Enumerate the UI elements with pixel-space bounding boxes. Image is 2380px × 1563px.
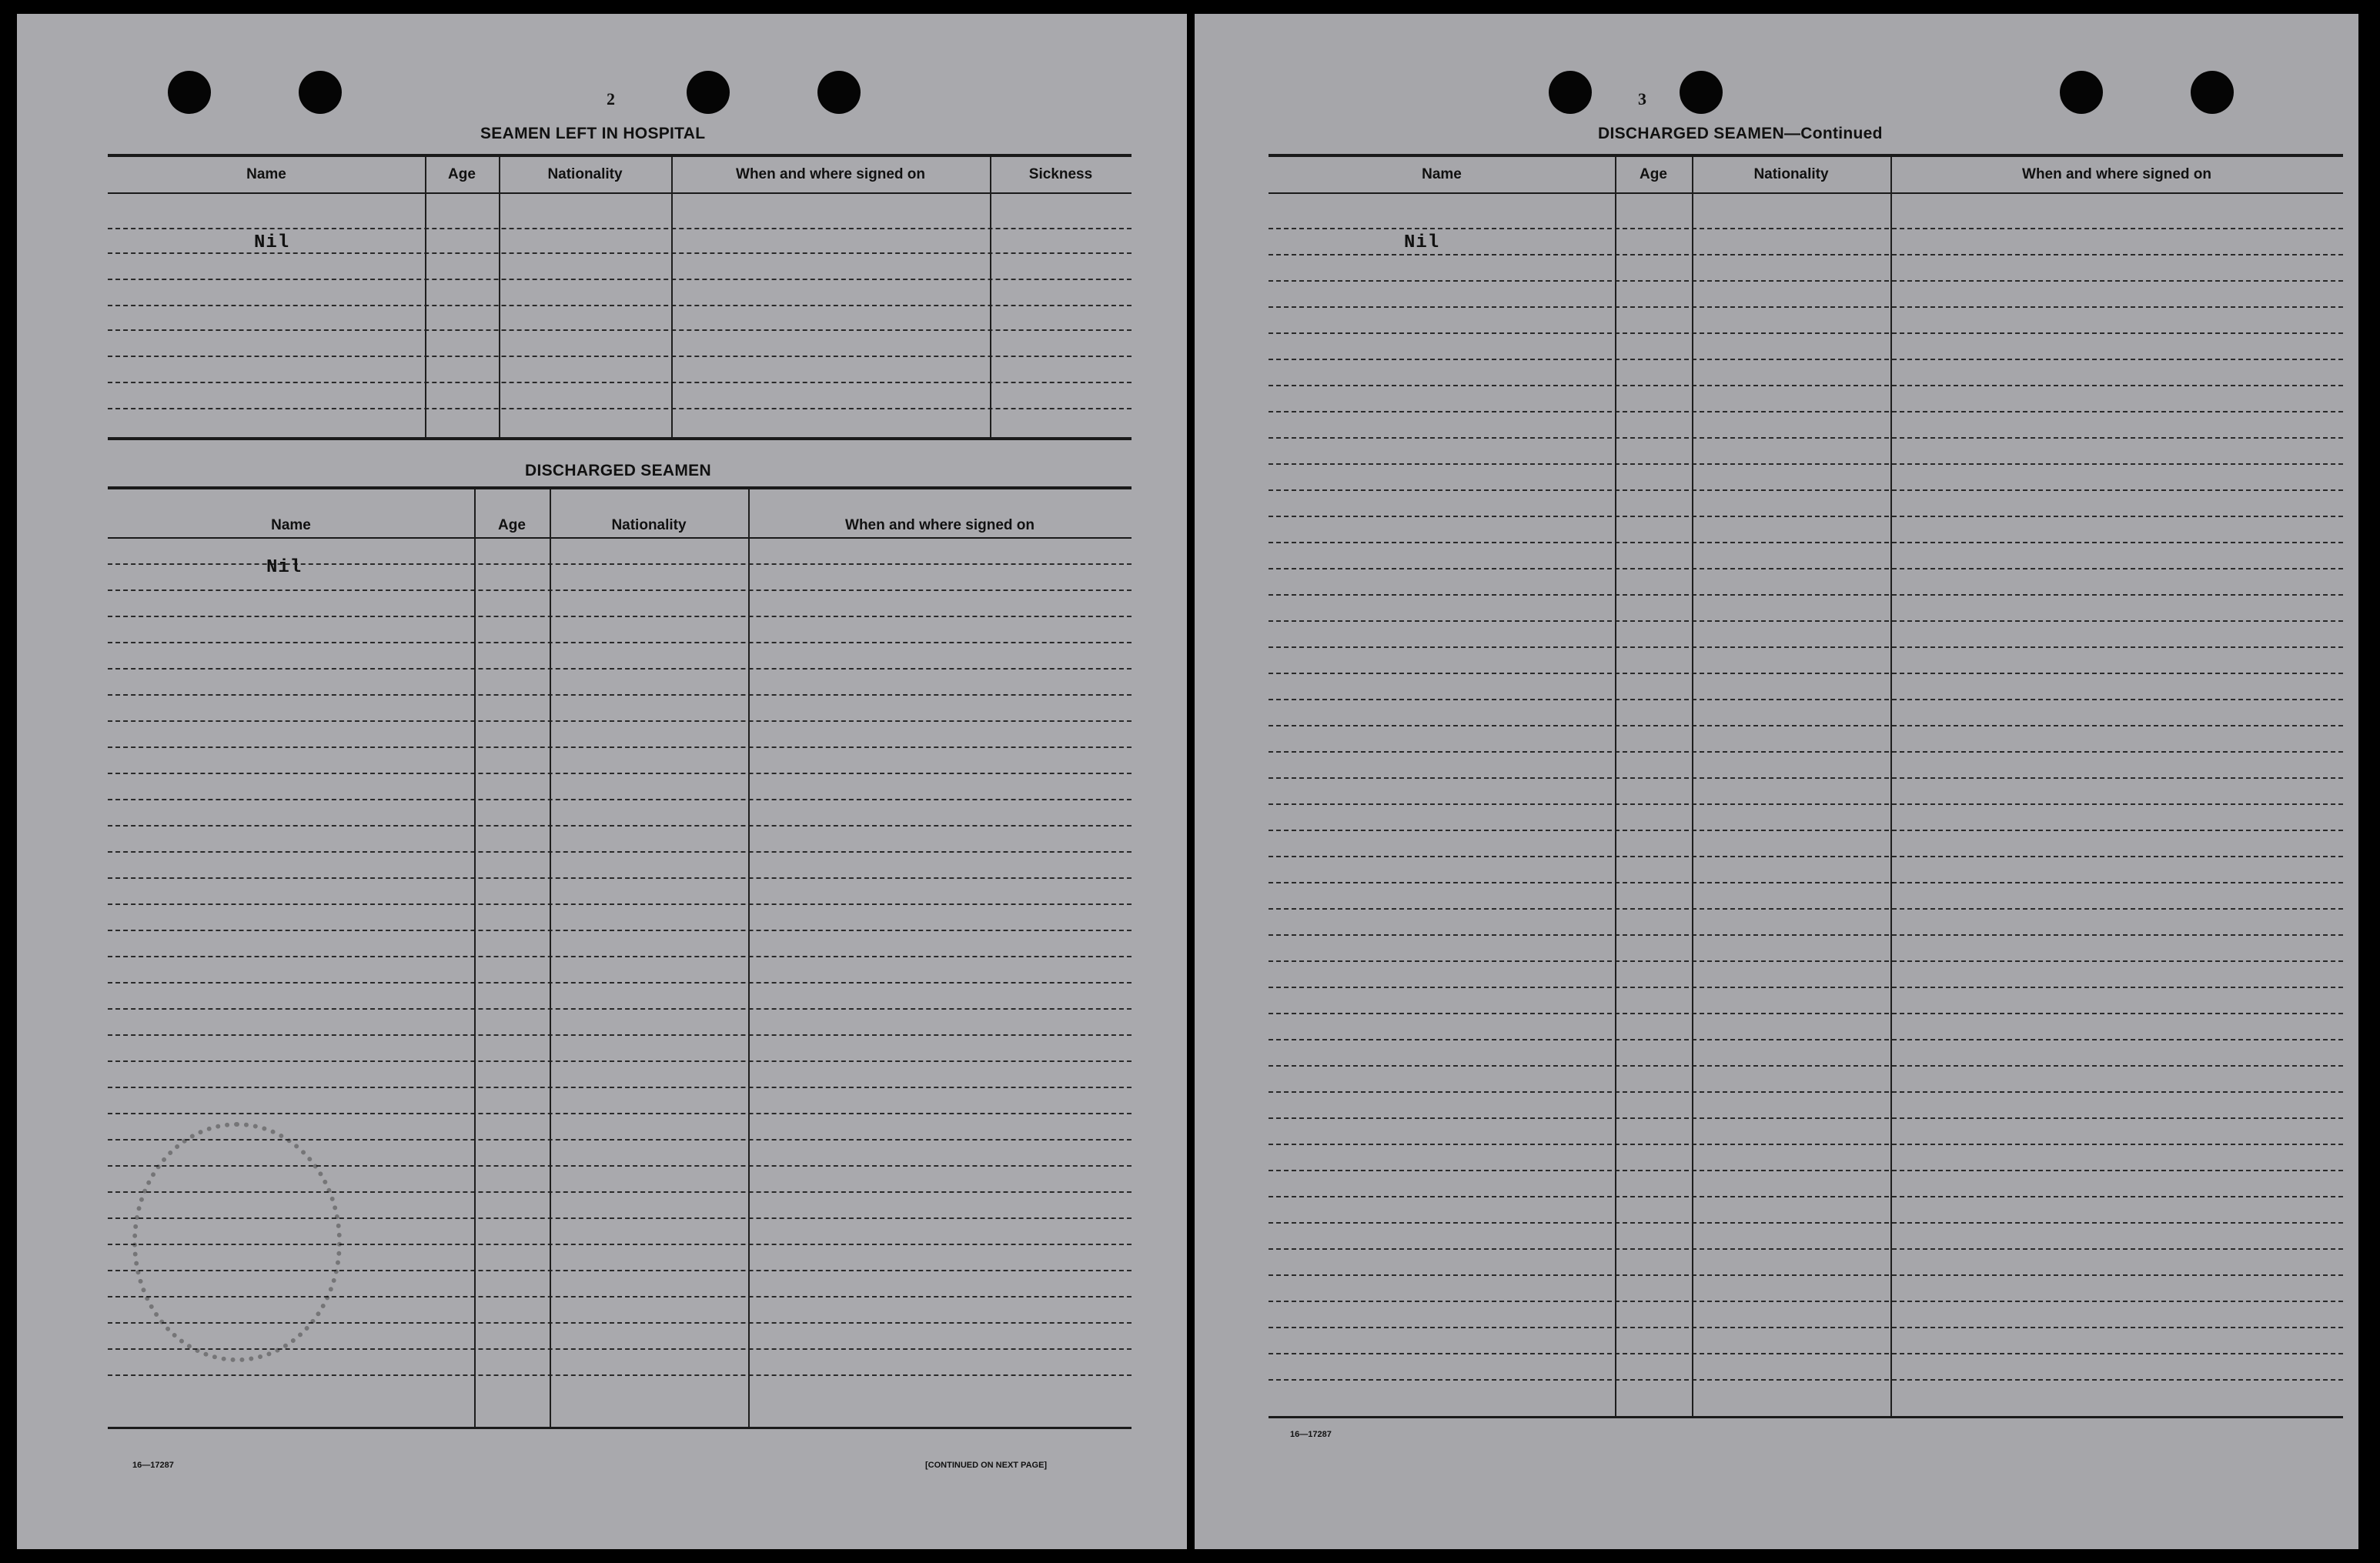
left-page <box>17 14 1187 1549</box>
page-number: 3 <box>1638 89 1646 109</box>
column-header-nationality: Nationality <box>611 517 687 533</box>
column-header-signed-on: When and where signed on <box>2022 166 2211 182</box>
section-title-hospital: SEAMEN LEFT IN HOSPITAL <box>480 125 706 142</box>
column-header-age: Age <box>498 517 526 533</box>
section-title-discharged-continued <box>1598 125 1883 143</box>
section-title-suffix: —Continued <box>1783 125 1883 142</box>
punch-hole <box>817 71 861 114</box>
punch-hole <box>168 71 211 114</box>
column-header-name: Name <box>246 166 286 182</box>
punch-hole <box>1549 71 1592 114</box>
column-header-name: Name <box>1422 166 1462 182</box>
column-header-age: Age <box>448 166 476 182</box>
column-header-sickness: Sickness <box>1028 166 1093 182</box>
hospital-table <box>108 154 1132 446</box>
discharged-continued-table <box>1269 154 2343 1431</box>
page-number: 2 <box>607 89 615 109</box>
punch-hole <box>2060 71 2103 114</box>
stamp-mark <box>132 1122 342 1362</box>
form-code: 16—17287 <box>132 1461 174 1470</box>
column-header-name: Name <box>271 517 311 533</box>
punch-hole <box>2191 71 2234 114</box>
punch-hole <box>299 71 342 114</box>
column-header-nationality: Nationality <box>547 166 623 182</box>
continued-note: [CONTINUED ON NEXT PAGE] <box>925 1461 1048 1470</box>
column-header-signed-on: When and where signed on <box>736 166 925 182</box>
hospital-entry: Nil <box>254 232 290 253</box>
section-title-discharged: DISCHARGED SEAMEN <box>525 462 711 479</box>
form-code: 16—17287 <box>1290 1430 1332 1439</box>
punch-hole <box>1680 71 1723 114</box>
discharged-continued-entry: Nil <box>1404 232 1440 253</box>
discharged-entry: Nil <box>266 557 303 578</box>
punch-hole <box>687 71 730 114</box>
column-header-signed-on: When and where signed on <box>845 517 1035 533</box>
right-page <box>1195 14 2358 1549</box>
column-header-age: Age <box>1640 166 1667 182</box>
column-header-nationality: Nationality <box>1753 166 1829 182</box>
section-title-text: DISCHARGED SEAMEN <box>1598 125 1784 142</box>
